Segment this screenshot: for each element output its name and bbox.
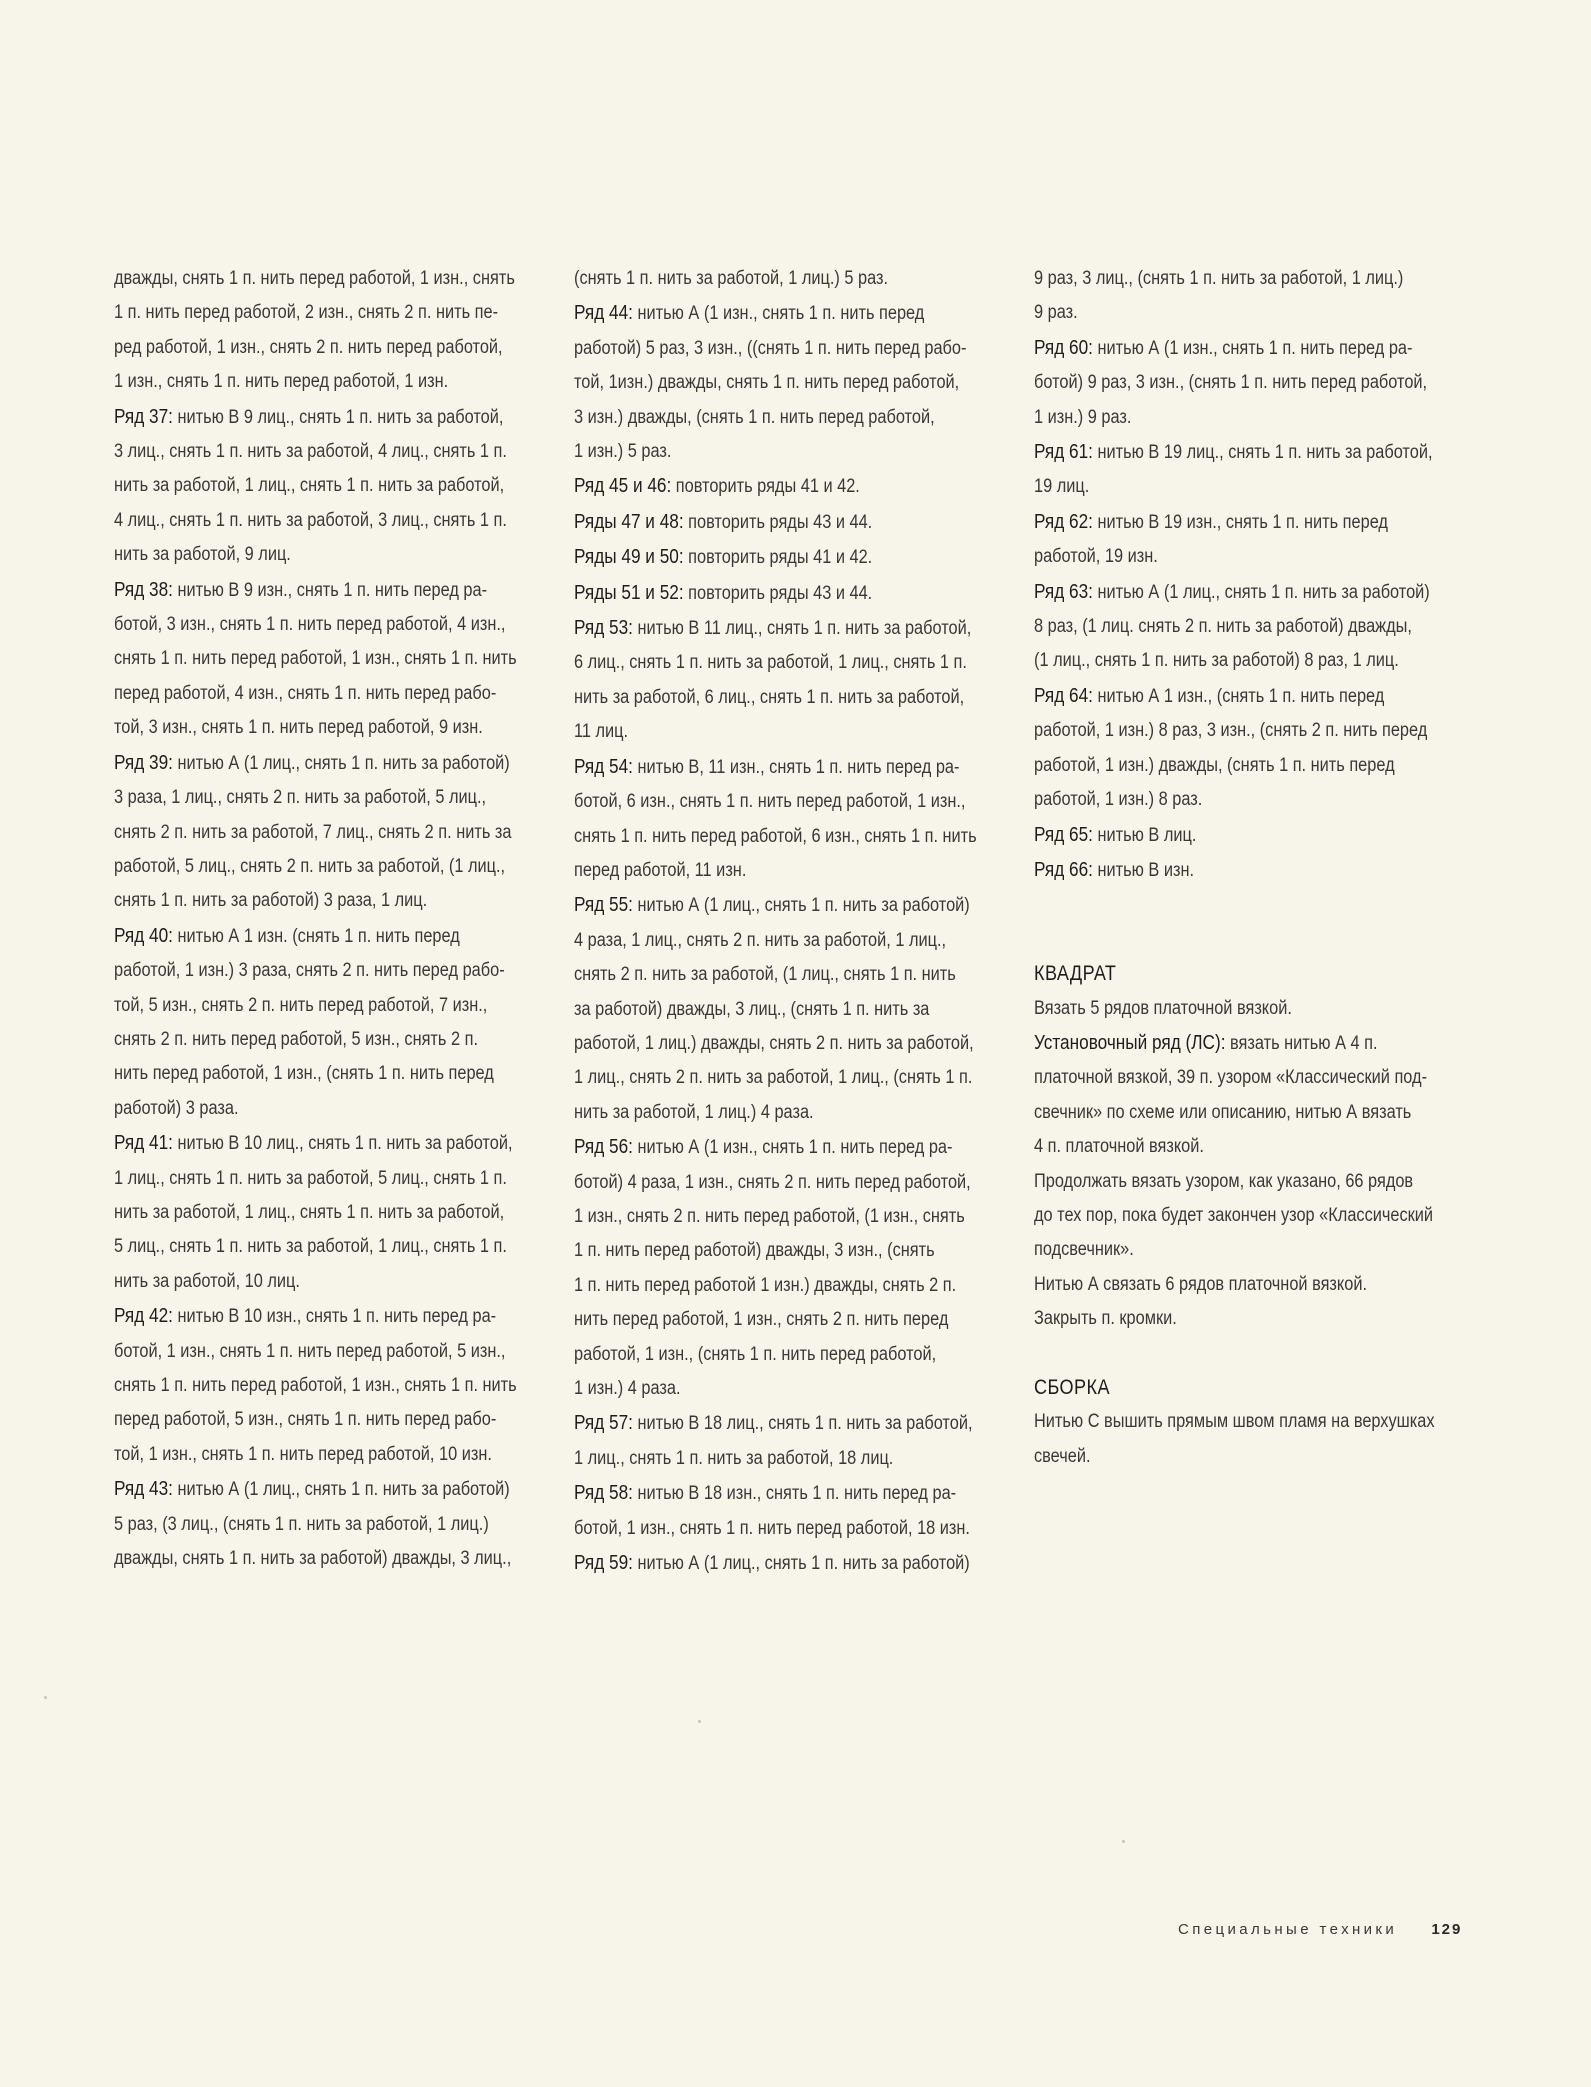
row-text: снять 1 п. нить перед работой, 6 изн., снять 1 п. нить (574, 825, 977, 847)
row-label: Ряд 40: (114, 924, 173, 947)
text-line (574, 1406, 1004, 1441)
row-text: снять 2 п. нить перед работой, 5 изн., снять 2 п. (114, 1028, 478, 1050)
row-text: работой, 1 изн.) дважды, (снять 1 п. нить перед (1034, 754, 1395, 776)
row-label: Ряд 63: (1034, 580, 1093, 603)
row-text: нитью А (1 лиц., снять 1 п. нить за работой) (172, 1479, 510, 1501)
row-label: Ряд 60: (1034, 336, 1093, 359)
row-text: нить перед работой, 1 изн., снять 2 п. нить перед (574, 1309, 949, 1331)
text-line (574, 540, 1004, 575)
row-text: 1 изн., снять 2 п. нить перед работой, (1 изн., снять (574, 1205, 965, 1227)
row-text: нить за работой, 6 лиц., снять 1 п. нить за работой, (574, 686, 965, 708)
row-label: Ряд 42: (114, 1305, 173, 1328)
row-label: Ряды 49 и 50: (574, 546, 684, 569)
row-text: 1 лиц., снять 1 п. нить за работой, 18 лиц. (574, 1447, 894, 1469)
row-label: Ряд 56: (574, 1136, 633, 1159)
text-line (574, 1269, 1004, 1303)
row-text: нитью А (1 лиц., снять 1 п. нить за работой) (632, 1553, 970, 1575)
text-line (114, 331, 544, 365)
text-line (574, 435, 1004, 469)
section-heading: КВАДРАТ (1034, 962, 1117, 986)
text-line (1034, 1233, 1464, 1267)
text-line (574, 576, 1004, 611)
text-line (1034, 644, 1464, 678)
text-line (574, 611, 1004, 646)
text-line (1034, 575, 1464, 610)
row-label: Ряды 47 и 48: (574, 510, 684, 533)
text-line (574, 1234, 1004, 1268)
text-line (114, 538, 544, 572)
row-label: Ряд 45 и 46: (574, 475, 672, 498)
text-line (114, 884, 544, 918)
row-text: 1 п. нить перед работой, 2 изн., снять 2 п. нить пе- (114, 302, 499, 324)
row-text: за работой) дважды, 3 лиц., (снять 1 п. нить за (574, 998, 930, 1020)
text-line (574, 1476, 1004, 1511)
text-line (1034, 1405, 1464, 1439)
row-text: работой, 1 лиц.) дважды, снять 2 п. нить за работой, (574, 1032, 974, 1054)
text-line (114, 504, 544, 538)
row-label: Ряд 38: (114, 578, 173, 601)
text-line (1034, 1165, 1464, 1199)
row-text: 8 раз, (1 лиц. снять 2 п. нить за работой) дважды, (1034, 616, 1412, 638)
text-line (114, 1472, 544, 1507)
text-line (574, 854, 1004, 888)
row-text: нитью А (1 лиц., снять 1 п. нить за работой) (1092, 581, 1430, 603)
text-line (1034, 1096, 1464, 1130)
text-line (1034, 470, 1464, 504)
row-text: нитью В 19 лиц., снять 1 п. нить за работой, (1092, 442, 1433, 464)
row-text: снять 1 п. нить за работой) 3 раза, 1 лиц. (114, 890, 428, 912)
text-line (114, 1126, 544, 1161)
running-footer-section: Специальные техники (1178, 1921, 1398, 1938)
row-text: Нитью С вышить прямым швом пламя на верхушках (1034, 1411, 1435, 1433)
row-text: свечей. (1034, 1445, 1091, 1467)
text-line (1034, 1440, 1464, 1474)
row-text: нитью В лиц. (1092, 824, 1197, 846)
row-text: 3 раза, 1 лиц., снять 2 п. нить за работой, 5 лиц., (114, 787, 487, 809)
text-line (574, 646, 1004, 680)
row-text: дважды, снять 1 п. нить перед работой, 1 изн., снять (114, 268, 515, 289)
row-text: работой, 1 изн.) 8 раз. (1034, 789, 1203, 811)
row-label: Ряд 57: (574, 1412, 633, 1435)
row-text: той, 1 изн., снять 1 п. нить перед работой, 10 изн. (114, 1443, 492, 1465)
text-line (1034, 1268, 1464, 1302)
row-text: вязать нитью А 4 п. (1225, 1032, 1378, 1054)
row-text: Нитью А связать 6 рядов платочной вязкой. (1034, 1273, 1368, 1295)
row-text: 11 лиц. (574, 721, 629, 743)
text-line (114, 469, 544, 503)
text-line (114, 677, 544, 711)
row-text: Продолжать вязать узором, как указано, 66 рядов (1034, 1170, 1414, 1192)
text-line (1034, 783, 1464, 817)
row-text: ботой) 9 раз, 3 изн., (снять 1 п. нить перед работой, (1034, 372, 1428, 394)
row-text: 5 лиц., снять 1 п. нить за работой, 1 лиц., снять 1 п. (114, 1236, 507, 1258)
text-line (574, 1130, 1004, 1165)
paragraph-spacer (1034, 1337, 1464, 1371)
row-text: дважды, снять 1 п. нить за работой) дважды, 3 лиц., (114, 1548, 512, 1570)
row-label: Ряд 43: (114, 1478, 173, 1501)
row-label: Ряды 51 и 52: (574, 581, 684, 604)
text-line (114, 781, 544, 815)
row-text: нитью В 10 лиц., снять 1 п. нить за работой, (172, 1133, 513, 1155)
row-text: нить за работой, 1 лиц.) 4 раза. (574, 1101, 814, 1123)
row-text: нитью В 9 лиц., снять 1 п. нить за работой, (172, 406, 504, 428)
row-text: 1 изн.) 5 раз. (574, 441, 672, 463)
row-text: 5 раз, (3 лиц., (снять 1 п. нить за работой, 1 лиц.) (114, 1513, 489, 1535)
text-line (1034, 1061, 1464, 1095)
section-heading: СБОРКА (1034, 1375, 1110, 1399)
row-text: 1 изн., снять 1 п. нить перед работой, 1 изн. (114, 371, 449, 393)
text-line (114, 1023, 544, 1057)
text-line (114, 1299, 544, 1334)
text-line (574, 262, 1004, 296)
text-line (114, 1092, 544, 1126)
text-line (1034, 296, 1464, 330)
paper-speck (44, 1696, 47, 1699)
row-text: нить за работой, 1 лиц., снять 1 п. нить за работой, (114, 1201, 505, 1223)
text-line (114, 1162, 544, 1196)
text-line (1034, 679, 1464, 714)
row-text: 1 изн.) 4 раза. (574, 1378, 681, 1399)
row-text: той, 1изн.) дважды, снять 1 п. нить перед работой, (574, 372, 960, 394)
text-line (1034, 540, 1464, 574)
text-line (114, 1265, 544, 1299)
row-text: 1 изн.) 9 раз. (1034, 406, 1132, 428)
row-label: Ряд 54: (574, 755, 633, 778)
row-text: работой) 3 раза. (114, 1097, 239, 1119)
text-line (574, 958, 1004, 992)
paper-speck (1122, 1840, 1125, 1843)
text-line (1034, 818, 1464, 853)
row-text: 9 раз. (1034, 302, 1078, 324)
row-text: нить за работой, 10 лиц. (114, 1270, 300, 1292)
row-text: перед работой, 5 изн., снять 1 п. нить перед рабо- (114, 1409, 497, 1431)
text-line (1034, 505, 1464, 540)
text-line (114, 296, 544, 330)
row-text: ботой, 6 изн., снять 1 п. нить перед работой, 1 изн., (574, 791, 966, 813)
text-line (574, 296, 1004, 331)
text-line (574, 505, 1004, 540)
paragraph-spacer (1034, 888, 1464, 922)
row-text: нить за работой, 9 лиц. (114, 544, 291, 566)
text-column-1 (114, 262, 544, 1576)
text-line (114, 1369, 544, 1403)
row-label: Ряд 37: (114, 405, 173, 428)
row-text: 1 лиц., снять 1 п. нить за работой, 5 лиц., снять 1 п. (114, 1167, 507, 1189)
text-line (114, 989, 544, 1023)
row-label: Ряд 58: (574, 1482, 633, 1505)
row-text: 1 лиц., снять 2 п. нить за работой, 1 лиц., (снять 1 п. (574, 1067, 973, 1089)
row-text: ред работой, 1 изн., снять 2 п. нить перед работой, (114, 336, 503, 358)
text-line (1034, 401, 1464, 435)
row-label: Ряд 61: (1034, 441, 1093, 464)
row-text: 3 лиц., снять 1 п. нить за работой, 4 лиц., снять 1 п. (114, 441, 507, 463)
text-column-3 (1034, 262, 1464, 1474)
text-line (1034, 1130, 1464, 1164)
row-text: той, 5 изн., снять 2 п. нить перед работой, 7 изн., (114, 994, 488, 1016)
text-line (114, 435, 544, 469)
row-label: Ряд 44: (574, 302, 633, 325)
row-text: снять 1 п. нить перед работой, 1 изн., снять 1 п. нить (114, 648, 517, 670)
text-line (114, 711, 544, 745)
text-line (114, 816, 544, 850)
text-line (114, 573, 544, 608)
text-line (1034, 262, 1464, 296)
text-line (574, 1166, 1004, 1200)
text-line (574, 888, 1004, 923)
row-text: ботой) 4 раза, 1 изн., снять 2 п. нить перед работой, (574, 1171, 971, 1193)
text-line (1034, 992, 1464, 1026)
row-text: снять 2 п. нить за работой, 7 лиц., снять 2 п. нить за (114, 821, 512, 843)
text-line (114, 1335, 544, 1369)
row-text: работой, 5 лиц., снять 2 п. нить за работой, (1 лиц., (114, 855, 506, 877)
row-text: 4 лиц., снять 1 п. нить за работой, 3 лиц., снять 1 п. (114, 509, 507, 531)
row-text: нитью В 18 изн., снять 1 п. нить перед ра- (632, 1483, 957, 1505)
text-line (574, 1546, 1004, 1581)
text-line (114, 1057, 544, 1091)
row-text: 9 раз, 3 лиц., (снять 1 п. нить за работой, 1 лиц.) (1034, 268, 1404, 289)
row-text: Закрыть п. кромки. (1034, 1308, 1177, 1330)
paper-speck (698, 1720, 701, 1723)
row-text: нитью А (1 лиц., снять 1 п. нить за работой) (172, 752, 510, 774)
row-text: 1 п. нить перед работой) дважды, 3 изн., (снять (574, 1240, 935, 1262)
row-label: Ряд 53: (574, 617, 633, 640)
row-text: нитью А (1 лиц., снять 1 п. нить за работой) (632, 895, 970, 917)
row-text: (снять 1 п. нить за работой, 1 лиц.) 5 раз. (574, 268, 889, 289)
row-text: нитью В 11 лиц., снять 1 п. нить за работой, (632, 618, 972, 640)
text-line (114, 1508, 544, 1542)
text-line (114, 1230, 544, 1264)
row-text: нитью А (1 изн., снять 1 п. нить перед ра- (632, 1137, 953, 1159)
paragraph-spacer (1034, 923, 1464, 957)
row-text: работой) 5 раз, 3 изн., ((снять 1 п. нить перед рабо- (574, 337, 967, 359)
row-text: той, 3 изн., снять 1 п. нить перед работой, 9 изн. (114, 717, 483, 739)
text-line (1034, 331, 1464, 366)
row-text: 6 лиц., снять 1 п. нить за работой, 1 лиц., снять 1 п. (574, 652, 967, 674)
text-line (574, 820, 1004, 854)
text-line (574, 1512, 1004, 1546)
row-text: нитью В, 11 изн., снять 1 п. нить перед ра- (632, 756, 960, 778)
row-text: 3 изн.) дважды, (снять 1 п. нить перед работой, (574, 406, 935, 428)
row-text: нитью А 1 изн. (снять 1 п. нить перед (172, 925, 460, 947)
row-label: Ряд 62: (1034, 510, 1093, 533)
row-label: Ряд 39: (114, 751, 173, 774)
row-text: нитью В изн. (1092, 859, 1195, 881)
row-text: ботой, 1 изн., снять 1 п. нить перед работой, 5 изн., (114, 1340, 506, 1362)
text-line (114, 1438, 544, 1472)
row-text: 19 лиц. (1034, 476, 1090, 498)
text-line (114, 1403, 544, 1437)
text-line (574, 1027, 1004, 1061)
text-column-2 (574, 262, 1004, 1581)
text-line (114, 400, 544, 435)
row-text: подсвечник». (1034, 1239, 1134, 1261)
text-line (114, 1542, 544, 1576)
text-line (1034, 1026, 1464, 1061)
row-text: ботой, 1 изн., снять 1 п. нить перед работой, 18 изн. (574, 1517, 970, 1539)
text-line (114, 746, 544, 781)
text-line (114, 365, 544, 399)
text-line (114, 954, 544, 988)
row-text: работой, 1 изн.) 8 раз, 3 изн., (снять 2 п. нить перед (1034, 720, 1428, 742)
page-number: 129 (1431, 1921, 1463, 1938)
row-text: повторить ряды 43 и 44. (683, 511, 873, 533)
text-line (574, 924, 1004, 958)
text-line (114, 919, 544, 954)
text-line (114, 1196, 544, 1230)
row-label: Установочный ряд (ЛС): (1034, 1031, 1226, 1054)
row-text: перед работой, 11 изн. (574, 859, 747, 881)
row-text: Вязать 5 рядов платочной вязкой. (1034, 997, 1292, 1019)
row-label: Ряд 59: (574, 1552, 633, 1575)
text-line (574, 1303, 1004, 1337)
text-line (1034, 714, 1464, 748)
row-text: платочной вязкой, 39 п. узором «Классический под- (1034, 1067, 1428, 1089)
text-line (574, 366, 1004, 400)
row-text: 1 п. нить перед работой 1 изн.) дважды, снять 2 п. (574, 1274, 957, 1296)
row-text: работой, 1 изн.) 3 раза, снять 2 п. нить перед рабо- (114, 960, 505, 982)
text-line (1034, 1199, 1464, 1233)
row-text: нитью А 1 изн., (снять 1 п. нить перед (1092, 685, 1385, 707)
row-text: повторить ряды 43 и 44. (683, 582, 873, 604)
row-text: повторить ряды 41 и 42. (671, 476, 860, 498)
text-line (1034, 1302, 1464, 1336)
row-text: нить перед работой, 1 изн., (снять 1 п. нить перед (114, 1063, 494, 1085)
text-line (1034, 749, 1464, 783)
row-text: 4 раза, 1 лиц., снять 2 п. нить за работой, 1 лиц., (574, 929, 947, 951)
text-line (574, 469, 1004, 504)
text-line (1034, 610, 1464, 644)
text-line (574, 401, 1004, 435)
text-line (114, 642, 544, 676)
row-label: Ряд 41: (114, 1132, 173, 1155)
text-line (574, 332, 1004, 366)
text-line (114, 262, 544, 296)
text-line (574, 1442, 1004, 1476)
row-text: снять 2 п. нить за работой, (1 лиц., снять 1 п. нить (574, 964, 956, 986)
row-text: нить за работой, 1 лиц., снять 1 п. нить за работой, (114, 475, 505, 497)
text-line (574, 785, 1004, 819)
row-text: повторить ряды 41 и 42. (683, 547, 873, 569)
row-label: Ряд 55: (574, 894, 633, 917)
row-text: работой, 1 изн., (снять 1 п. нить перед работой, (574, 1343, 937, 1365)
row-text: снять 1 п. нить перед работой, 1 изн., снять 1 п. нить (114, 1375, 517, 1396)
text-line (574, 681, 1004, 715)
text-line (114, 608, 544, 642)
row-text: нитью В 9 изн., снять 1 п. нить перед ра- (172, 579, 488, 601)
row-text: ботой, 3 изн., снять 1 п. нить перед работой, 4 изн., (114, 614, 506, 636)
row-text: нитью А (1 изн., снять 1 п. нить перед ра- (1092, 337, 1413, 359)
row-label: Ряд 64: (1034, 684, 1093, 707)
text-line (574, 1061, 1004, 1095)
row-text: 4 п. платочной вязкой. (1034, 1136, 1204, 1158)
text-line (1034, 366, 1464, 400)
row-text: (1 лиц., снять 1 п. нить за работой) 8 раз, 1 лиц. (1034, 650, 1399, 672)
row-text: перед работой, 4 изн., снять 1 п. нить перед рабо- (114, 682, 497, 704)
row-text: нитью В 19 изн., снять 1 п. нить перед (1092, 511, 1388, 533)
text-line (574, 1200, 1004, 1234)
row-text: нитью В 18 лиц., снять 1 п. нить за работой, (632, 1413, 973, 1435)
row-text: работой, 19 изн. (1034, 546, 1158, 568)
row-text: нитью А (1 изн., снять 1 п. нить перед (632, 303, 925, 325)
row-text: свечник» по схеме или описанию, нитью А вязать (1034, 1101, 1412, 1123)
text-line (574, 1372, 1004, 1406)
row-text: нитью В 10 изн., снять 1 п. нить перед ра- (172, 1306, 497, 1328)
row-text: до тех пор, пока будет закончен узор «Классический (1034, 1204, 1434, 1226)
row-label: Ряд 65: (1034, 823, 1093, 846)
text-line (114, 850, 544, 884)
text-line (574, 1096, 1004, 1130)
text-line (574, 715, 1004, 749)
text-line (574, 750, 1004, 785)
text-line (1034, 435, 1464, 470)
text-line (574, 1338, 1004, 1372)
text-line (574, 993, 1004, 1027)
page-footer (1178, 1921, 1462, 1938)
row-label: Ряд 66: (1034, 858, 1093, 881)
text-line (1034, 853, 1464, 888)
